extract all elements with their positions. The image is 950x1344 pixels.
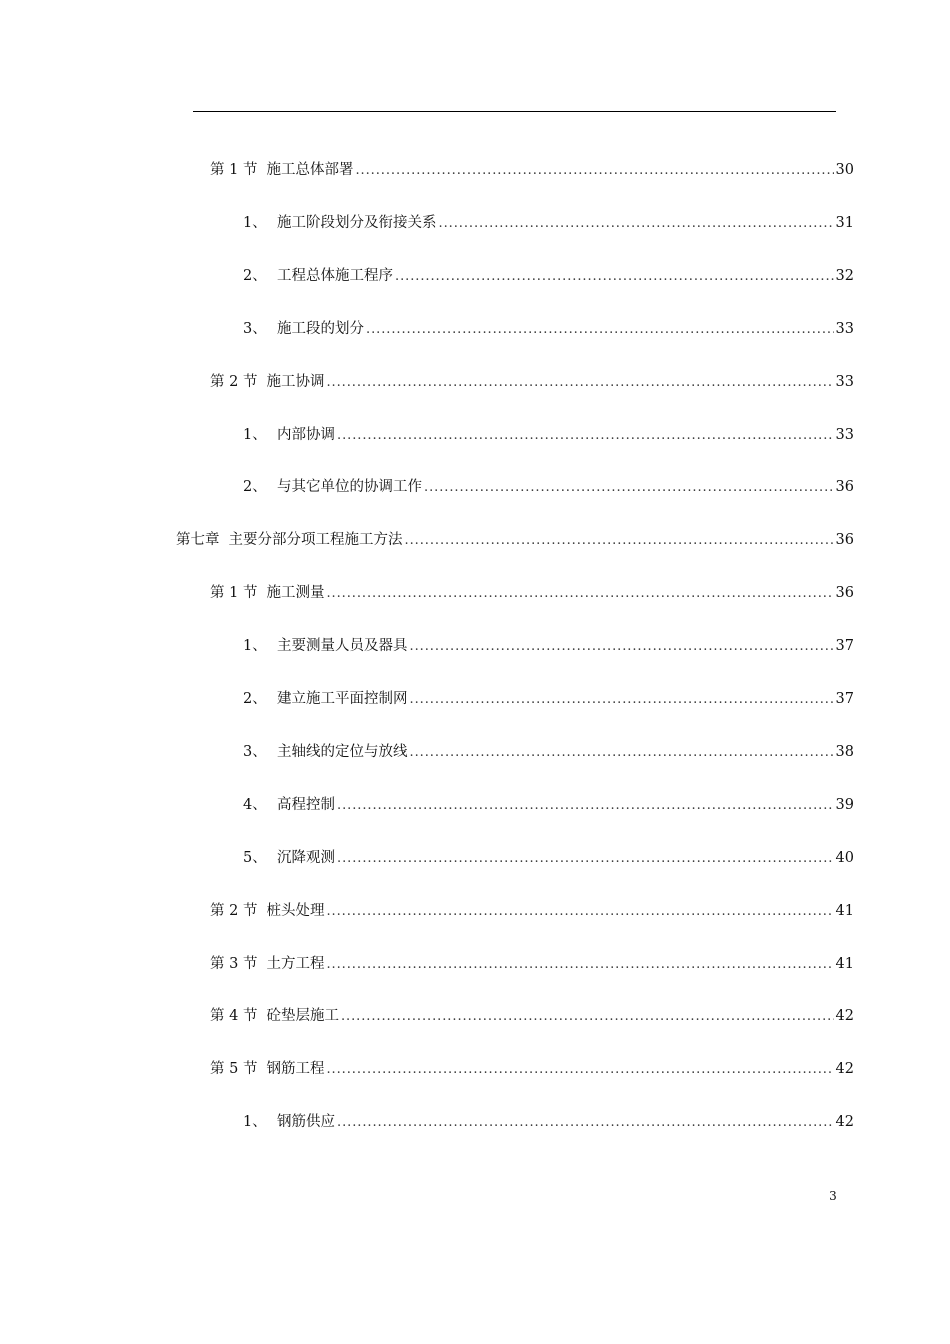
toc-entry[interactable] — [210, 371, 854, 393]
toc-entry-page: 33 — [835, 321, 854, 337]
toc-entry[interactable] — [210, 900, 854, 922]
toc-entry[interactable] — [243, 318, 854, 340]
toc-entry-page: 42 — [835, 1008, 854, 1024]
toc-entry-title: 沉降观测 — [277, 850, 335, 866]
toc-entry[interactable] — [210, 1058, 854, 1080]
toc-entry-number: 第 1 节 — [210, 585, 258, 601]
toc-entry[interactable] — [243, 424, 854, 446]
toc-entry-page: 32 — [835, 268, 854, 284]
toc-entry-title: 施工测量 — [266, 585, 325, 601]
toc-entry-title: 主要测量人员及器具 — [277, 638, 408, 654]
toc-entry-page: 42 — [835, 1061, 854, 1077]
toc-entry-title: 内部协调 — [277, 427, 335, 443]
toc-dot-leader — [355, 160, 833, 182]
toc-entry-page: 33 — [835, 427, 854, 443]
page-number: 3 — [829, 1189, 837, 1203]
toc-entry-number: 第 1 节 — [210, 162, 258, 178]
toc-entry-title: 建立施工平面控制网 — [277, 691, 408, 707]
toc-entry-page: 33 — [835, 374, 854, 390]
toc-entry-number: 3、 — [243, 744, 267, 760]
toc-entry-title: 砼垫层施工 — [266, 1008, 339, 1024]
toc-entry-title: 主要分部分项工程施工方法 — [228, 532, 403, 548]
toc-entry-page: 31 — [835, 215, 854, 231]
toc-entry[interactable] — [176, 529, 854, 551]
toc-dot-leader — [326, 901, 833, 923]
toc-entry-page: 30 — [835, 162, 854, 178]
toc-entry-number: 1、 — [243, 215, 267, 231]
toc-dot-leader — [337, 1112, 834, 1134]
toc-entry-title: 施工阶段划分及衔接关系 — [277, 215, 437, 231]
toc-entry-page: 36 — [835, 532, 854, 548]
toc-entry-title: 与其它单位的协调工作 — [277, 479, 422, 495]
toc-entry-page: 42 — [835, 1114, 854, 1130]
toc-entry-title: 施工总体部署 — [266, 162, 354, 178]
toc-dot-leader — [326, 583, 833, 605]
toc-entry-number: 4、 — [243, 797, 267, 813]
toc-entry-number: 第 5 节 — [210, 1061, 258, 1077]
toc-entry[interactable] — [210, 1005, 854, 1027]
toc-dot-leader — [326, 1059, 833, 1081]
toc-dot-leader — [424, 477, 834, 499]
toc-entry-number: 第 3 节 — [210, 956, 258, 972]
toc-entry[interactable] — [243, 794, 854, 816]
toc-entry[interactable] — [243, 688, 854, 710]
toc-entry-number: 第 2 节 — [210, 903, 258, 919]
toc-entry-page: 41 — [835, 903, 854, 919]
toc-entry-page: 41 — [835, 956, 854, 972]
toc-dot-leader — [326, 372, 833, 394]
toc-dot-leader — [337, 848, 834, 870]
toc-entry[interactable] — [243, 635, 854, 657]
toc-entry-number: 1、 — [243, 427, 267, 443]
toc-entry[interactable] — [243, 265, 854, 287]
toc-entry-title: 主轴线的定位与放线 — [277, 744, 408, 760]
toc-entry[interactable] — [243, 847, 854, 869]
toc-entry-number: 1、 — [243, 1114, 267, 1130]
toc-entry[interactable] — [243, 1111, 854, 1133]
toc-entry[interactable] — [210, 159, 854, 181]
toc-entry-title: 工程总体施工程序 — [277, 268, 393, 284]
toc-entry[interactable] — [243, 476, 854, 498]
toc-entry-page: 38 — [835, 744, 854, 760]
toc-entry-number: 2、 — [243, 268, 267, 284]
toc-entry-number: 5、 — [243, 850, 267, 866]
toc-entry-title: 桩头处理 — [266, 903, 325, 919]
toc-entry-title: 高程控制 — [277, 797, 335, 813]
toc-dot-leader — [410, 742, 834, 764]
toc-entry-number: 第 4 节 — [210, 1008, 258, 1024]
toc-entry-page: 37 — [835, 691, 854, 707]
toc-dot-leader — [337, 795, 834, 817]
toc-entry[interactable] — [210, 953, 854, 975]
toc-dot-leader — [326, 954, 833, 976]
toc-entry-title: 钢筋供应 — [277, 1114, 335, 1130]
toc-entry-title: 施工协调 — [266, 374, 325, 390]
toc-entry-number: 3、 — [243, 321, 267, 337]
toc-dot-leader — [410, 689, 834, 711]
toc-dot-leader — [337, 425, 834, 447]
toc-entry-page: 36 — [835, 585, 854, 601]
toc-dot-leader — [405, 530, 834, 552]
toc-entry-title: 施工段的划分 — [277, 321, 364, 337]
toc-entry-title: 土方工程 — [266, 956, 325, 972]
toc-entry[interactable] — [243, 212, 854, 234]
toc-entry-page: 36 — [835, 479, 854, 495]
toc-entry-number: 第七章 — [176, 532, 220, 548]
toc-dot-leader — [341, 1006, 834, 1028]
toc-dot-leader — [395, 266, 834, 288]
toc-entry-page: 40 — [835, 850, 854, 866]
toc-entry[interactable] — [243, 741, 854, 763]
toc-entry-number: 1、 — [243, 638, 267, 654]
toc-entry[interactable] — [210, 582, 854, 604]
toc-entry-number: 2、 — [243, 479, 267, 495]
toc-dot-leader — [410, 636, 834, 658]
toc-entry-number: 第 2 节 — [210, 374, 258, 390]
toc-entry-page: 39 — [835, 797, 854, 813]
toc-entry-title: 钢筋工程 — [266, 1061, 325, 1077]
toc-dot-leader — [366, 319, 834, 341]
toc-dot-leader — [439, 213, 834, 235]
toc-entry-number: 2、 — [243, 691, 267, 707]
toc-entry-page: 37 — [835, 638, 854, 654]
